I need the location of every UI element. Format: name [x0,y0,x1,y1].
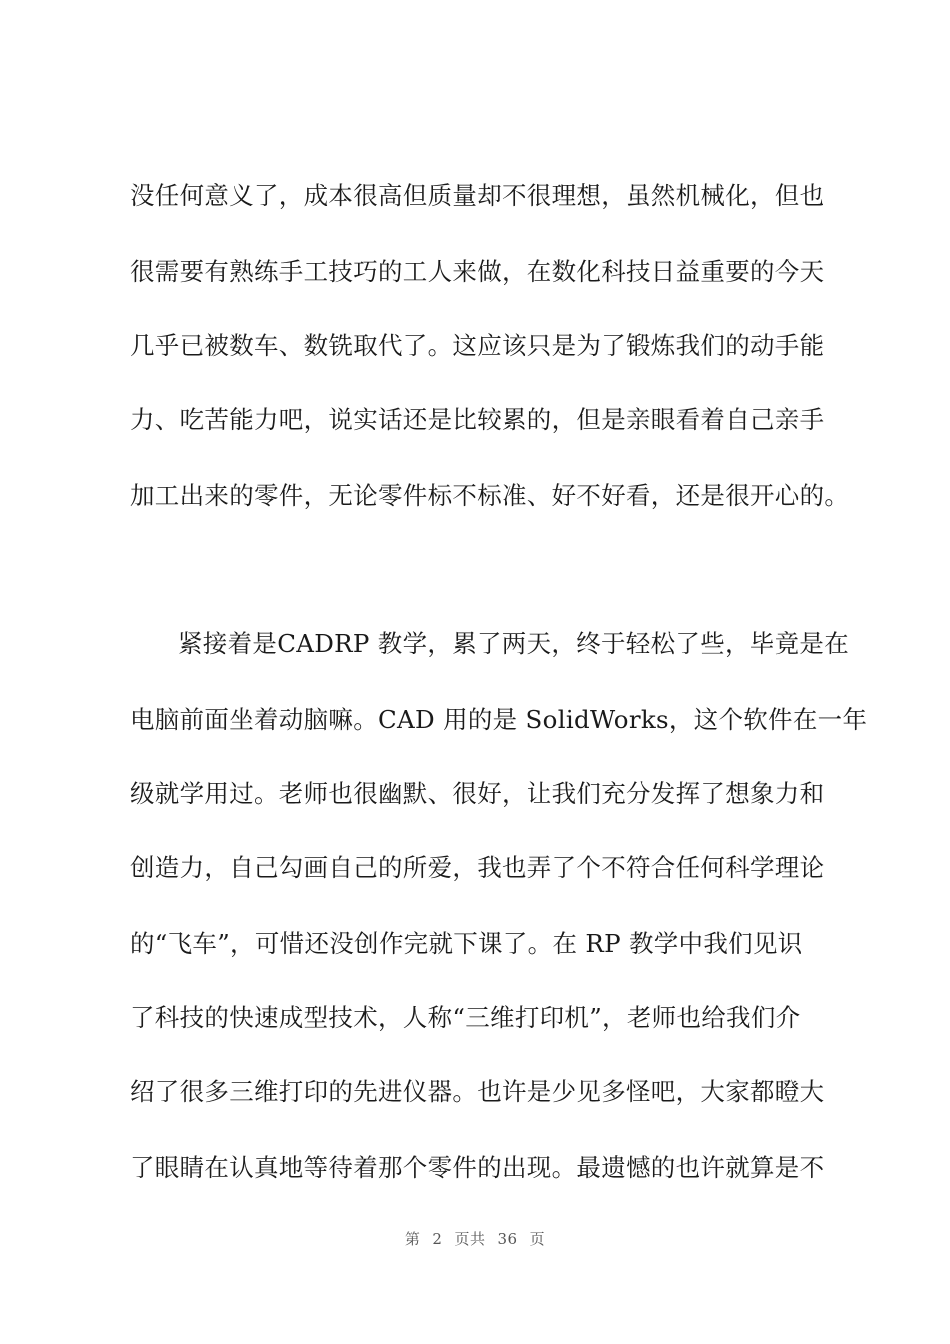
text-line: 加工出来的零件，无论零件标不标准、好不好看，还是很开心的。 [130,481,850,510]
text-line: 几乎已被数车、数铣取代了。这应该只是为了锻炼我们的动手能 [130,331,825,360]
text-line: 力、吃苦能力吧，说实话还是比较累的，但是亲眼看着自己亲手 [130,405,825,434]
text-line: 级就学用过。老师也很幽默、很好，让我们充分发挥了想象力和 [130,779,825,808]
text-line: 没任何意义了，成本很高但质量却不很理想，虽然机械化，但也 [130,181,825,210]
footer-label-of: 页共 [454,1230,486,1248]
text-line: 绍了很多三维打印的先进仪器。也许是少见多怪吧，大家都瞪大 [130,1077,825,1106]
text-line: 了科技的快速成型技术，人称“三维打印机”，老师也给我们介 [130,1003,801,1032]
text-line: 电脑前面坐着动脑嘛。CAD 用的是 SolidWorks，这个软件在一年 [130,705,868,734]
footer-label-end: 页 [529,1230,546,1248]
text-line: 创造力，自己勾画自己的所爱，我也弄了个不符合任何科学理论 [130,853,825,882]
text-line: 很需要有熟练手工技巧的工人来做，在数化科技日益重要的今天 [130,257,825,286]
text-line: 的“飞车”，可惜还没创作完就下课了。在 RP 教学中我们见识 [130,929,803,958]
footer-current-page: 2 [432,1230,443,1248]
footer-label-page: 第 [404,1230,421,1248]
text-line: 了眼睛在认真地等待着那个零件的出现。最遗憾的也许就算是不 [130,1153,825,1182]
text-line: 紧接着是CADRP 教学，累了两天，终于轻松了些，毕竟是在 [178,629,849,658]
page-footer [0,1228,950,1249]
footer-total-pages: 36 [497,1230,518,1248]
